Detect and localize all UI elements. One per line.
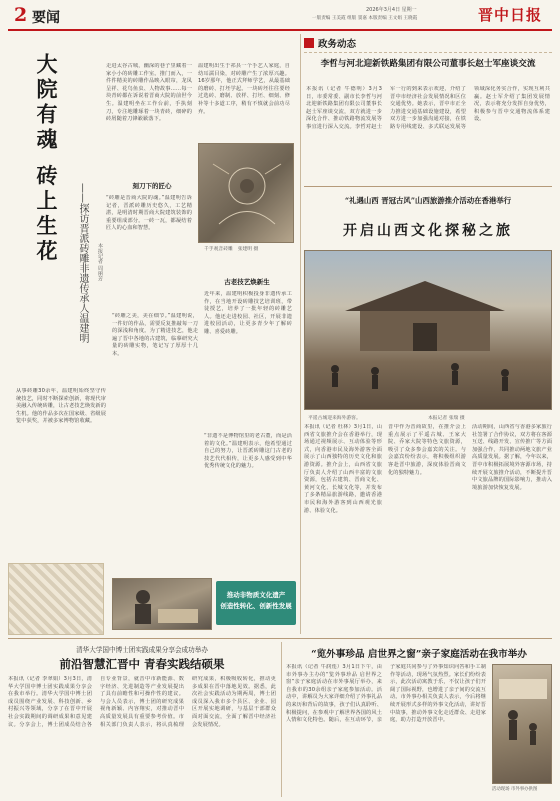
bottom-column-divider [281,642,282,797]
gov-news-body: 本报讯（记者 牛德明）3月3日，市委常委、副市长李哲与河北迎新铁路集团有限公司董事长赵士军座谈交流，双方就进一步深化合作、推动铁路物流发展等事宜进行深入交流。李哲对赵士军一行的到来表示欢迎，介绍了晋中市经济社会发展情况和区位交通优势。她表示，晋中市正全力推进交通基础设施建设，希望双方进一步加强沟通对接，在铁路专用线建设、多式联运发展等领域深化务实合作，实现互利共赢。赵士军介绍了集团发展情况，表示将充分发挥自身优势，积极参与晋中交通物流体系建设。 [306,86,550,130]
feature-byline: 本报记者 周丽芳 [97,243,103,282]
culture-tour-kicker: “礼遇山西 晋冠古风”山西旅游推介活动在香港举行 [344,196,512,205]
exhibition-visitors-icon [493,665,553,785]
feature-para-4: 温建明出生于祁县一个手艺人家庭，自幼耳濡目染，对砖雕产生了浓厚兴趣。16岁那年，他正式拜师学艺，从最基础的磨砖、打坯学起。一块砖坯往往要经过选砖、磨制、放样、打坯、细刻、修补等十多道工序，稍有不慎就会前功尽弃。 [198,63,290,115]
gov-news-tag-label: 政务动态 [318,39,357,50]
feature-photo-caption: 千手观音砖雕 张建明 摄 [204,247,259,252]
family-activity-photo [492,664,552,784]
tsinghua-body: 本报讯（记者 李翠娟）3月3日，清华大学国中博士团实践成果分享会在我市举行。清华大学国中博士团成员围绕产业发展、科技创新、乡村振兴等领域，分享了在晋中开展社会实践期间的调研成果和意见建议。分享会上，博士团成员结合各自专业背景，就晋中市新能源、数字经济、先进制造等产业发展提出了具有前瞻性和可操作性的建议。与会人员表示，博士团的研究成果视角新颖、内容翔实，对推动晋中高质量发展具有重要参考价值。市相关部门负责人表示，将认真梳理研究成果，积极吸收转化，推动更多成果在晋中落地见效。据悉，此次社会实践活动为期两周，博士团成员深入我市多个县区、企业、园区开展实地调研，与基层干部群众面对面交流，全面了解晋中经济社会发展情况。 [8,676,276,728]
culture-tour-body-2: 晋中作为晋商故里，在推介会上重点展示了平遥古城、王家大院、乔家大院等特色文旅资源，吸引了众多参会嘉宾的关注。与会嘉宾纷纷表示，将积极组织游客赴晋中旅游，深度体验晋商文化的独特魅力。 [388,424,466,476]
feature-subtitle: ——探访晋派砖雕非遗传承人温建明 [77,183,88,343]
feature-para-3: 从事砖雕30余年，温建明始终坚守传统技艺，同时不断探索创新，将现代审美融入传统砖雕，让古老技艺焕发新的生机。他的作品多次在国家级、省级展览中获奖，并被多家博物馆收藏。 [16,388,106,425]
culture-tour-title: 开启山西文化探秘之旅 [343,223,513,239]
feature-title-block [8,47,66,377]
page-header [0,0,560,28]
feature-para-6: 近年来，温建明积极投身非遗传承工作，在当地开设砖雕技艺培训班，带徒授艺，培养了一批年轻的砖雕艺人。他还走进校园、社区，开展非遗进校园活动，让更多青少年了解砖雕、喜爱砖雕。 [204,291,292,335]
feature-subhead-1: 刻刀下的匠心 [132,182,172,190]
carving-relief-icon [199,144,295,244]
culture-tour-photo-caption: 平遥古城迎来海外游客。 本报记者 张瑞 摄 [308,416,465,421]
family-activity-article [286,642,552,798]
feature-para-1: 走进太谷古城，幽深的巷子里藏着一家小小的砖雕工作室。推门而入，一件件精美的砖雕作品映入眼帘，龙凤呈祥、花鸟鱼虫、人物故事……每一块青砖都在诉说着晋商大院的前世今生。温建明坐在工作台前，手执刻刀，专注地雕琢着一块青砖，细碎的砖屑随着刀锋簌簌落下。 [106,63,192,123]
feature-subhead-2: 古老技艺焕新生 [224,278,270,286]
gov-news-title: 李哲与河北迎新铁路集团有限公司董事长赵士军座谈交流 [320,59,536,69]
newspaper-logo: 晋中日报 [478,6,543,24]
banner-line-1: 推动非物质文化遗产 [226,591,286,599]
header-date: 2026年3月4日 星期一 [366,7,417,13]
section-name: 要闻 [32,10,60,26]
culture-tour-photo [304,250,552,410]
tag-rule [304,52,552,53]
banner-line-2: 创造性转化、创新性发展 [220,602,292,610]
culture-tour-article [304,190,552,635]
tsinghua-article [8,642,276,798]
feature-para-7: “非遗不是博物馆里的老古董，而是活着的文化。”温建明表示，他希望通过自己的努力，让晋派砖雕这门古老的技艺代代相传，让更多人感受到中华优秀传统文化的魅力。 [204,433,292,470]
tag-bar-icon [304,38,314,48]
feature-para-5: “砖雕之美，美在细节。”温建明说，一件好的作品，需要反复推敲每一刀的深浅和角度。为了精进技艺，他走遍了晋中各地的古建筑，临摹研究大量的砖雕实物，笔记写了厚厚十几本。 [112,313,198,357]
header-info: 一版责编 王美霞 组版 窦嘉 本版责编 王文娟 王晓霞 [312,16,418,21]
tsinghua-subtitle: 前沿智慧汇晋中 青春实践结硕果 [59,657,225,671]
header-rule [8,29,552,31]
page-number: 2 [14,4,28,26]
feature-title: 大院有魂 砖上生花 [34,53,59,265]
column-divider [300,34,301,634]
feature-photo-workshop [112,578,212,630]
gov-news-article [304,34,552,184]
family-activity-photo-caption: 活动现场 市外事办供图 [492,787,538,792]
family-activity-title: “览外事珍品 启世界之窗”亲子家庭活动在我市举办 [311,649,527,660]
culture-tour-body-1: 本报讯（记者 杜林）3月1日，山西省文旅推介会在香港举行，现场通过视频展示、互动体验等形式，向香港市民及海外游客全面展示了山西独特的历史文化和旅游资源。推介会上，山西省文旅厅负责人介绍了山西丰富的文旅资源，包括古建筑、晋商文化、黄河文化、长城文化等，并发布了多条精品旅游线路，邀请香港市民和海外游客到山西观光旅游、体验文化。 [304,424,382,514]
feature-photo-brick-carving [198,143,294,243]
decorative-pattern-strip [8,563,104,635]
family-activity-body: 本报讯（记者 牛润莲）3月1日下午，由市外事办主办的“览外事珍品 启世界之窗”亲子家庭活动在市外事展厅举办，来自我市的30余组亲子家庭参加活动。活动中，讲解员为大家详细介绍了外事礼品的来历和背后的故事，孩子们认真聆听、积极提问，在参观中了解世界各国的风土人情和文化特色。随后，在互动环节，亲子家庭共同参与了外事知识问答和手工制作等活动，现场气氛热烈。家长们纷纷表示，此次活动寓教于乐，不仅让孩子们开阔了国际视野，也增进了亲子间的交流互动。市外事办相关负责人表示，今后将继续开展形式多样的外事文化活动，讲好晋中故事，推动外事文化走近群众、走进家庭，助力打造开放晋中。 [286,664,486,724]
heritage-banner [216,581,296,625]
gov-news-rule [304,186,552,187]
workshop-figure-icon [113,579,213,631]
gov-news-tag [304,36,414,50]
tsinghua-title: 清华大学国中博士团实践成果分享会成功举办 [76,646,208,654]
culture-tour-body-3: 活动期间，山西省与香港多家旅行社签署了合作协议，双方将在客源互送、线路开发、宣传推广等方面加强合作，共同推动两地文旅产业高质量发展。据了解，今年以来，晋中市积极拓展境外客源市场，持续开展文旅推介活动，不断提升晋中文旅品牌的国际影响力，推动入境旅游加快恢复发展。 [472,424,552,491]
feature-article [8,33,296,633]
bottom-section-rule [8,638,552,639]
feature-para-2: “砖雕是晋商大院的魂。”温建明告诉记者，晋派砖雕历史悠久，工艺精湛，是明清时期晋商大院建筑装饰的重要组成部分。一砖一瓦，都凝结着匠人的心血和智慧。 [106,195,192,232]
ancient-city-scene-icon [305,251,553,411]
